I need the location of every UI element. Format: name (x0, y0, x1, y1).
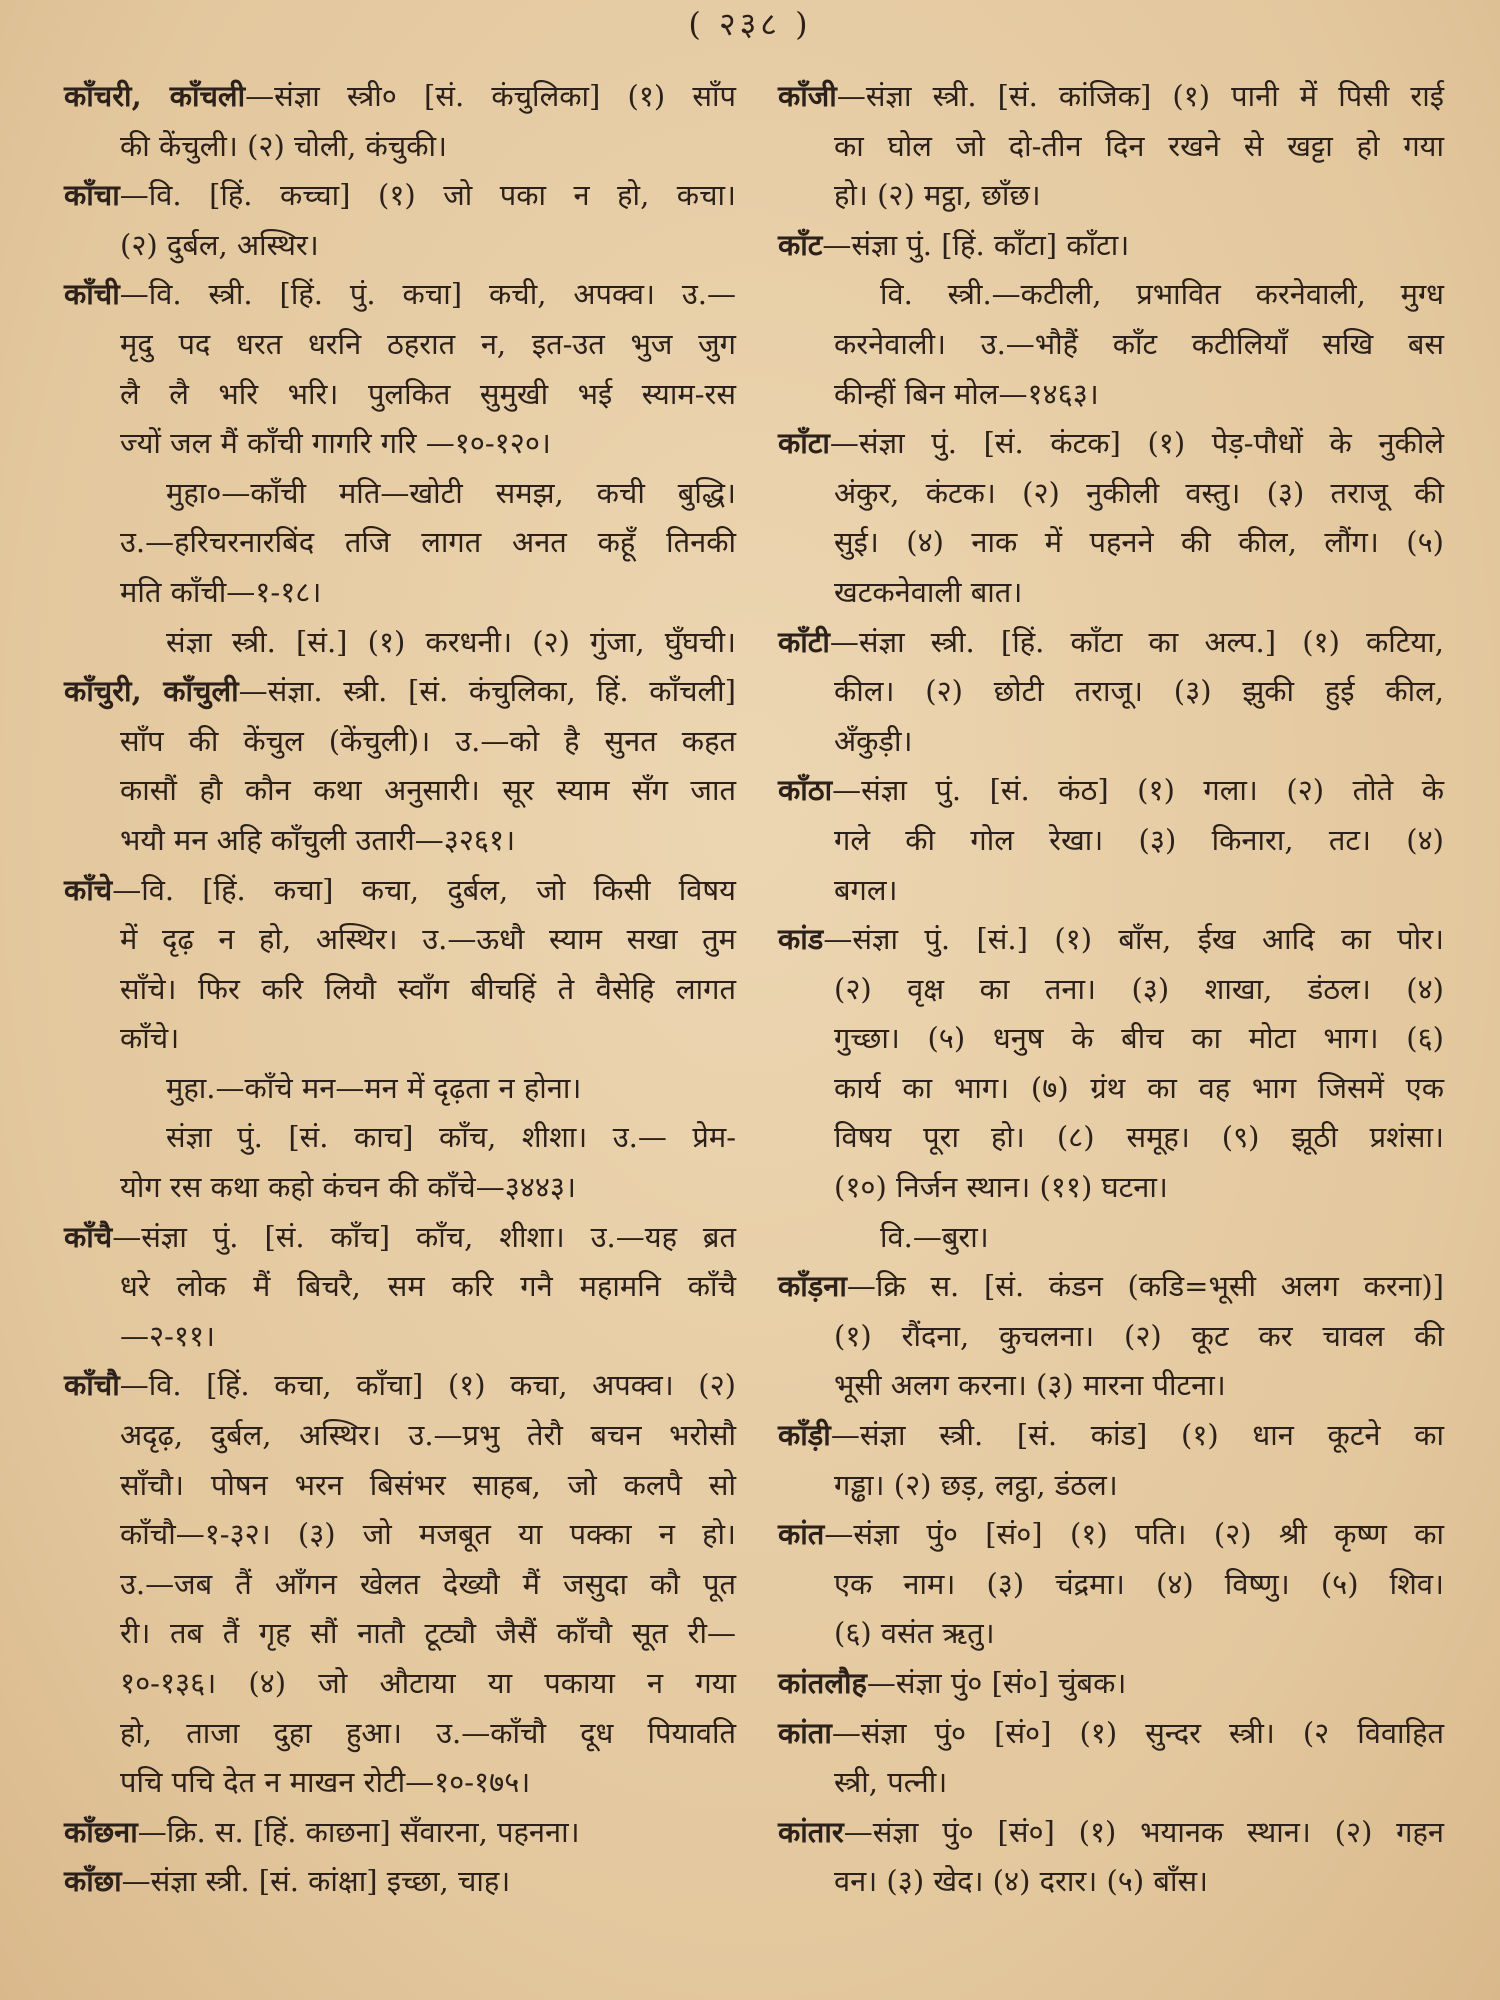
headword: काँचरी, काँचली (64, 79, 246, 113)
definition-text: योग रस कथा कहो कंचन की काँचे—३४४३। (120, 1170, 577, 1205)
entry-text-line (778, 1758, 1444, 1808)
definition-text: कीन्हीं बिन मोल—१४६३। (834, 376, 1099, 411)
entry-text-line (64, 1014, 736, 1064)
entry-text-line (778, 717, 1444, 767)
definition-text: साँचौ। पोषन भरन बिसंभर साहब, जो कलपै सो (120, 1467, 736, 1502)
definition-text: री। तब तैं गृह सौं नातौ टूट्यौ जैसैं काँचौ सूत री— (120, 1616, 736, 1651)
definition-text: —संज्ञा. स्त्री. [सं. कंचुलिका, हिं. काँचली] (238, 674, 736, 709)
definition-text: कार्य का भाग। (७) ग्रंथ का वह भाग जिसमें एक (834, 1070, 1444, 1105)
definition-text: (१) रौंदना, कुचलना। (२) कूट कर चावल की (834, 1318, 1444, 1353)
entry-text-line (778, 1560, 1444, 1610)
definition-text: —क्रि स. [सं. कंडन (कडि=भूसी अलग करना)] (846, 1269, 1444, 1304)
definition-text: —क्रि. स. [हिं. काछना] सँवारना, पहनना। (137, 1814, 580, 1849)
entry-text-line (64, 766, 736, 816)
entry-text-line (778, 122, 1444, 172)
definition-text: (१०) निर्जन स्थान। (११) घटना। (834, 1170, 1168, 1205)
headword: काँजी (778, 79, 837, 113)
entry-text-line (64, 518, 736, 568)
headword: काँचै (64, 1219, 113, 1254)
definition-text: का घोल जो दो-तीन दिन रखने से खट्टा हो गया (834, 128, 1444, 163)
definition-text: सुई। (४) नाक में पहनने की कील, लौंग। (५) (834, 525, 1444, 560)
headword: काँची (64, 277, 120, 312)
headword: काँछना (64, 1814, 138, 1849)
entry-text-line (64, 1461, 736, 1511)
definition-text: पचि पचि देत न माखन रोटी—१०-१७५। (120, 1765, 531, 1800)
definition-text: भयौ मन अहि काँचुली उतारी—३२६१। (120, 822, 516, 857)
entry-headword-line (778, 1659, 1444, 1709)
entry-text-line (64, 419, 736, 469)
definition-text: —वि. स्त्री. [हिं. पुं. कचा] कची, अपक्व। उ.— (119, 277, 736, 312)
headword: काँचुरी, काँचुली (64, 674, 239, 709)
entry-text-line (778, 171, 1444, 221)
definition-text: मुहा.—काँचे मन—मन में दृढ़ता न होना। (166, 1070, 582, 1105)
entry-text-line (778, 1213, 1444, 1263)
entry-headword-line (64, 667, 736, 717)
definition-text: खटकनेवाली बात। (834, 574, 1023, 609)
definition-text: मुहा०—काँची मति—खोटी समझ, कची बुद्धि। (166, 475, 736, 510)
entry-text-line (778, 1113, 1444, 1163)
entry-headword-line (778, 1808, 1444, 1858)
definition-text: —संज्ञा स्त्री० [सं. कंचुलिका] (१) साँप (245, 79, 736, 113)
entry-headword-line (778, 72, 1444, 122)
entry-text-line (778, 1014, 1444, 1064)
definition-text: —संज्ञा पुं० [सं०] (१) पति। (२) श्री कृष्ण का (824, 1517, 1444, 1552)
entry-headword-line (778, 766, 1444, 816)
entry-text-line (64, 1709, 736, 1759)
definition-text: —संज्ञा पुं. [सं. कंठ] (१) गला। (२) तोते के (832, 773, 1444, 808)
entry-text-line (778, 816, 1444, 866)
entry-headword-line (778, 221, 1444, 271)
definition-text: —संज्ञा पुं. [सं.] (१) बाँस, ईख आदि का पोर। (823, 922, 1444, 957)
definition-text: —संज्ञा पुं. [सं. काँच] काँच, शीशा। उ.—यह ब्रत (112, 1219, 736, 1254)
headword: काँट (778, 227, 823, 262)
entry-text-line (64, 1411, 736, 1461)
definition-text: —वि. [हिं. कचा, काँचा] (१) कचा, अपक्व। (२) (119, 1368, 736, 1403)
headword: काँछा (64, 1864, 122, 1899)
definition-text: —२-११। (120, 1318, 216, 1353)
entry-text-line (64, 469, 736, 519)
entry-text-line (64, 1312, 736, 1362)
definition-text: संज्ञा पुं. [सं. काच] काँच, शीशा। उ.— प्रेम- (166, 1120, 736, 1155)
entry-text-line (778, 667, 1444, 717)
definition-text: —संज्ञा स्त्री. [सं. कांजिक] (१) पानी में पिसी राई (836, 79, 1444, 113)
definition-text: धरे लोक मैं बिचरै, सम करि गनै महामनि काँचै (120, 1269, 736, 1304)
definition-text: मति काँची—१-१८। (120, 574, 322, 609)
entry-headword-line (64, 866, 736, 916)
entry-text-line (778, 866, 1444, 916)
entry-text-line (64, 1609, 736, 1659)
entry-text-line (64, 717, 736, 767)
headword: काँचौ (64, 1368, 120, 1403)
headword: काँटी (778, 624, 830, 659)
entry-text-line (64, 320, 736, 370)
entry-text-line (778, 1064, 1444, 1114)
headword: काँठा (778, 773, 833, 808)
entry-text-line (64, 1758, 736, 1808)
headword: कांतलौह (778, 1666, 867, 1700)
definition-text: (६) वसंत ऋतु। (834, 1616, 995, 1651)
definition-text: उ.—जब तैं आँगन खेलत देख्यौ मैं जसुदा कौ पूत (120, 1566, 736, 1601)
definition-text: लै लै भरि भरि। पुलकित सुमुखी भई स्याम-रस (120, 376, 736, 411)
entry-text-line (64, 1064, 736, 1114)
definition-text: —वि. [हिं. कचा] कचा, दुर्बल, जो किसी विषय (112, 872, 736, 907)
entry-text-line (64, 1163, 736, 1213)
entry-text-line (778, 1312, 1444, 1362)
entry-headword-line (778, 1262, 1444, 1312)
entry-headword-line (64, 1213, 736, 1263)
definition-text: अंकुर, कंटक। (२) नुकीली वस्तु। (३) तराजू की (834, 475, 1444, 510)
definition-text: स्त्री, पत्नी। (834, 1765, 948, 1800)
entry-text-line (778, 568, 1444, 618)
definition-text: —संज्ञा पुं० [सं०] चुंबक। (866, 1666, 1127, 1700)
definition-text: बगल। (834, 872, 898, 907)
entry-headword-line (778, 1510, 1444, 1560)
definition-text: साँप की केंचुल (केंचुली)। उ.—को है सुनत कहत (120, 723, 736, 758)
entry-headword-line (778, 1411, 1444, 1461)
entry-text-line (64, 370, 736, 420)
definition-text: की केंचुली। (२) चोली, कंचुकी। (120, 128, 447, 163)
definition-text: गुच्छा। (५) धनुष के बीच का मोटा भाग। (६) (834, 1021, 1444, 1056)
definition-text: —संज्ञा स्त्री. [सं. कांक्षा] इच्छा, चाह। (121, 1864, 511, 1899)
entry-text-line (64, 122, 736, 172)
definition-text: मृदु पद धरत धरनि ठहरात न, इत-उत भुज जुग (120, 326, 736, 361)
definition-text: गले की गोल रेखा। (३) किनारा, तट। (४) (834, 822, 1444, 857)
entry-text-line (64, 221, 736, 271)
headword: कांता (778, 1715, 832, 1750)
entry-text-line (64, 1659, 736, 1709)
headword: कांतार (778, 1814, 844, 1849)
entry-text-line (64, 1262, 736, 1312)
definition-text: विषय पूरा हो। (८) समूह। (९) झूठी प्रशंसा। (834, 1120, 1444, 1155)
entry-text-line (64, 1560, 736, 1610)
entry-text-line (64, 1113, 736, 1163)
definition-text: हो। (२) मट्ठा, छाँछ। (834, 178, 1041, 213)
definition-text: वि. स्त्री.—कटीली, प्रभावित करनेवाली, मुग्ध (880, 277, 1444, 312)
headword: काँचे (64, 872, 113, 907)
right-column (778, 72, 1444, 1907)
entry-text-line (64, 1510, 736, 1560)
entry-headword-line (64, 1857, 736, 1907)
headword: कांड (778, 922, 824, 957)
entry-headword-line (778, 419, 1444, 469)
definition-text: —वि. [हिं. कच्चा] (१) जो पका न हो, कचा। (119, 178, 736, 213)
entry-text-line (64, 915, 736, 965)
page-number: ( २३८ ) (688, 5, 812, 43)
headword: काँड़ना (778, 1269, 847, 1304)
definition-text: अँकुड़ी। (834, 723, 913, 758)
headword: कांत (778, 1517, 825, 1552)
definition-text: करनेवाली। उ.—भौहैं काँट कटीलियाँ सखि बस (834, 326, 1444, 361)
headword: काँड़ी (778, 1418, 831, 1453)
entry-text-line (778, 1163, 1444, 1213)
entry-text-line (64, 965, 736, 1015)
definition-text: वि.—बुरा। (880, 1219, 989, 1254)
definition-text: गड्ढा। (२) छड़, लट्ठा, डंठल। (834, 1467, 1118, 1502)
definition-text: उ.—हरिचरनारबिंद तजि लागत अनत कहूँ तिनकी (120, 525, 736, 560)
entry-text-line (778, 1609, 1444, 1659)
entry-headword-line (64, 1361, 736, 1411)
entry-text-line (778, 965, 1444, 1015)
entry-headword-line (64, 270, 736, 320)
entry-headword-line (778, 1709, 1444, 1759)
entry-headword-line (778, 915, 1444, 965)
definition-text: साँचे। फिर करि लियौ स्वाँग बीचहिं ते वैसेहि लागत (120, 971, 736, 1006)
definition-text: संज्ञा स्त्री. [सं.] (१) करधनी। (२) गुंजा, घुँघची। (166, 624, 736, 659)
definition-text: में दृढ़ न हो, अस्थिर। उ.—ऊधौ स्याम सखा तुम (120, 922, 736, 957)
definition-text: अदृढ़, दुर्बल, अस्थिर। उ.—प्रभु तेरौ बचन भरोसौ (120, 1418, 736, 1453)
definition-text: —संज्ञा पुं. [हिं. काँटा] काँटा। (822, 227, 1130, 262)
entry-text-line (64, 618, 736, 668)
entry-text-line (778, 1857, 1444, 1907)
entry-text-line (778, 1361, 1444, 1411)
entry-text-line (778, 469, 1444, 519)
entry-text-line (778, 270, 1444, 320)
entry-headword-line (64, 1808, 736, 1858)
definition-text: (२) वृक्ष का तना। (३) शाखा, डंठल। (४) (834, 971, 1444, 1006)
left-column (64, 72, 736, 1907)
entry-text-line (778, 518, 1444, 568)
definition-text: —संज्ञा पुं. [सं. कंटक] (१) पेड़-पौधों के नुकीले (829, 426, 1444, 461)
definition-text: ज्यों जल मैं काँची गागरि गरि —१०-१२०। (120, 426, 551, 461)
entry-headword-line (64, 171, 736, 221)
entry-text-line (64, 816, 736, 866)
definition-text: काँचौ—१-३२। (३) जो मजबूत या पक्का न हो। (120, 1517, 736, 1552)
definition-text: —संज्ञा स्त्री. [सं. कांड] (१) धान कूटने का (830, 1418, 1444, 1453)
definition-text: —संज्ञा स्त्री. [हिं. काँटा का अल्प.] (१) कटिया, (829, 624, 1444, 659)
entry-text-line (64, 568, 736, 618)
definition-text: —संज्ञा पुं० [सं०] (१) सुन्दर स्त्री। (२ विवाहित (831, 1715, 1444, 1750)
definition-text: वन। (३) खेद। (४) दरार। (५) बाँस। (834, 1864, 1209, 1899)
definition-text: काँचे। (120, 1021, 180, 1056)
entry-text-line (778, 370, 1444, 420)
definition-text: कासौं हौ कौन कथा अनुसारी। सूर स्याम सँग जात (120, 773, 736, 808)
entry-text-line (778, 1461, 1444, 1511)
definition-text: हो, ताजा दुहा हुआ। उ.—काँचौ दूध पियावति (120, 1715, 736, 1750)
definition-text: भूसी अलग करना। (३) मारना पीटना। (834, 1368, 1226, 1403)
entry-headword-line (64, 72, 736, 122)
definition-text: कील। (२) छोटी तराजू। (३) झुकी हुई कील, (834, 674, 1444, 709)
definition-text: (२) दुर्बल, अस्थिर। (120, 227, 319, 262)
headword: काँचा (64, 178, 120, 213)
entry-text-line (778, 320, 1444, 370)
definition-text: १०-१३६। (४) जो औटाया या पकाया न गया (120, 1666, 736, 1700)
definition-text: —संज्ञा पुं० [सं०] (१) भयानक स्थान। (२) गहन (843, 1814, 1444, 1849)
definition-text: एक नाम। (३) चंद्रमा। (४) विष्णु। (५) शिव। (834, 1566, 1444, 1601)
headword: काँटा (778, 426, 830, 461)
entry-headword-line (778, 618, 1444, 668)
